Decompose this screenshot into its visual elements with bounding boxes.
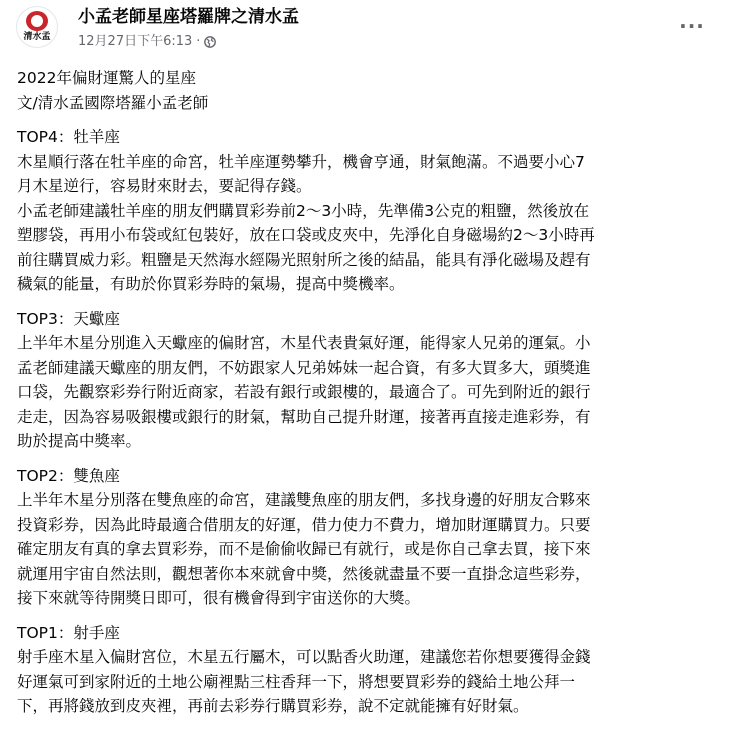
section-title: TOP2：雙魚座 — [17, 466, 120, 485]
section-line: 前往購買威力彩。粗鹽是天然海水經陽光照射所之後的結晶，能具有淨化磁場及趕有 — [17, 250, 591, 269]
post-text — [17, 66, 717, 719]
post-timestamp-link[interactable]: 12月27日下午6:13 — [78, 34, 193, 49]
section-line: 走走，因為容易吸銀樓或銀行的財氣，幫助自己提升財運，接著再直接走進彩券，有 — [17, 407, 591, 426]
post-meta — [78, 33, 216, 51]
globe-icon[interactable] — [204, 36, 216, 48]
section-line: 口袋，先觀察彩券行附近商家，若設有銀行或銀樓的，最適合了。可先到附近的銀行 — [17, 383, 591, 401]
section-line: 木星順行落在牡羊座的命宮，牡羊座運勢攀升，機會亨通，財氣飽滿。不過要小心7 — [17, 152, 585, 171]
intro-line: 2022年偏財運驚人的星座 — [17, 69, 196, 87]
avatar-logo-text: 清水孟 — [23, 32, 51, 42]
page-avatar[interactable] — [16, 6, 58, 48]
section-line: 塑膠袋，再用小布袋或紅包裝好，放在口袋或皮夾中，先淨化自身磁場約2～3小時再 — [17, 226, 595, 244]
section-line: 孟老師建議天蠍座的朋友們，不妨跟家人兄弟姊妹一起合資，有多大買多大，頭獎進 — [17, 358, 591, 377]
section-line: 上半年木星分別進入天蠍座的偏財宮，木星代表貴氣好運，能得家人兄弟的運氣。小 — [17, 334, 591, 352]
meta-separator: · — [196, 34, 201, 49]
section-line: 上半年木星分別落在雙魚座的命宮，建議雙魚座的朋友們，多找身邊的好朋友合夥來 — [17, 491, 591, 509]
page-name-link[interactable]: 小孟老師星座塔羅牌之清水孟 — [78, 7, 299, 27]
section-title: TOP4：牡羊座 — [17, 128, 120, 146]
intro-line: 文/清水孟國際塔羅小孟老師 — [17, 93, 209, 112]
section-line: 好運氣可到家附近的土地公廟裡點三柱香拜一下，將想要買彩券的錢給土地公拜一 — [17, 672, 576, 691]
section-line: 確定朋友有真的拿去買彩券，而不是偷偷收歸已有就行，或是你自己拿去買，接下來 — [17, 540, 591, 558]
post-header — [0, 0, 731, 62]
section-line: 小孟老師建議牡羊座的朋友們購買彩券前2～3小時，先準備3公克的粗鹽，然後放在 — [17, 201, 590, 220]
section-line: 接下來就等待開獎日即可，很有機會得到宇宙送你的大獎。 — [17, 589, 421, 607]
section-title: TOP1：射手座 — [17, 623, 120, 642]
section-line: 投資彩券，因為此時最適合借朋友的好運，借力使力不費力，增加財運購買力。只要 — [17, 515, 591, 534]
section-title: TOP3：天蠍座 — [17, 309, 120, 328]
avatar-logo-mark — [26, 11, 48, 31]
section-line: 下，再將錢放到皮夾裡，再前去彩券行購買彩券，說不定就能擁有好財氣。 — [17, 697, 529, 715]
section-line: 穢氣的能量，有助於你買彩券時的氣場，提高中獎機率。 — [17, 275, 405, 293]
section-line: 月木星逆行，容易財來財去，要記得存錢。 — [17, 177, 312, 195]
section-line: 就運用宇宙自然法則，觀想著你本來就會中獎，然後就盡量不要一直掛念這些彩券， — [17, 564, 591, 583]
more-options-icon[interactable]: ··· — [679, 14, 705, 38]
section-line: 助於提高中獎率。 — [17, 432, 142, 450]
section-line: 射手座木星入偏財宮位，木星五行屬木，可以點香火助運，建議您若你想要獲得金錢 — [17, 648, 591, 666]
